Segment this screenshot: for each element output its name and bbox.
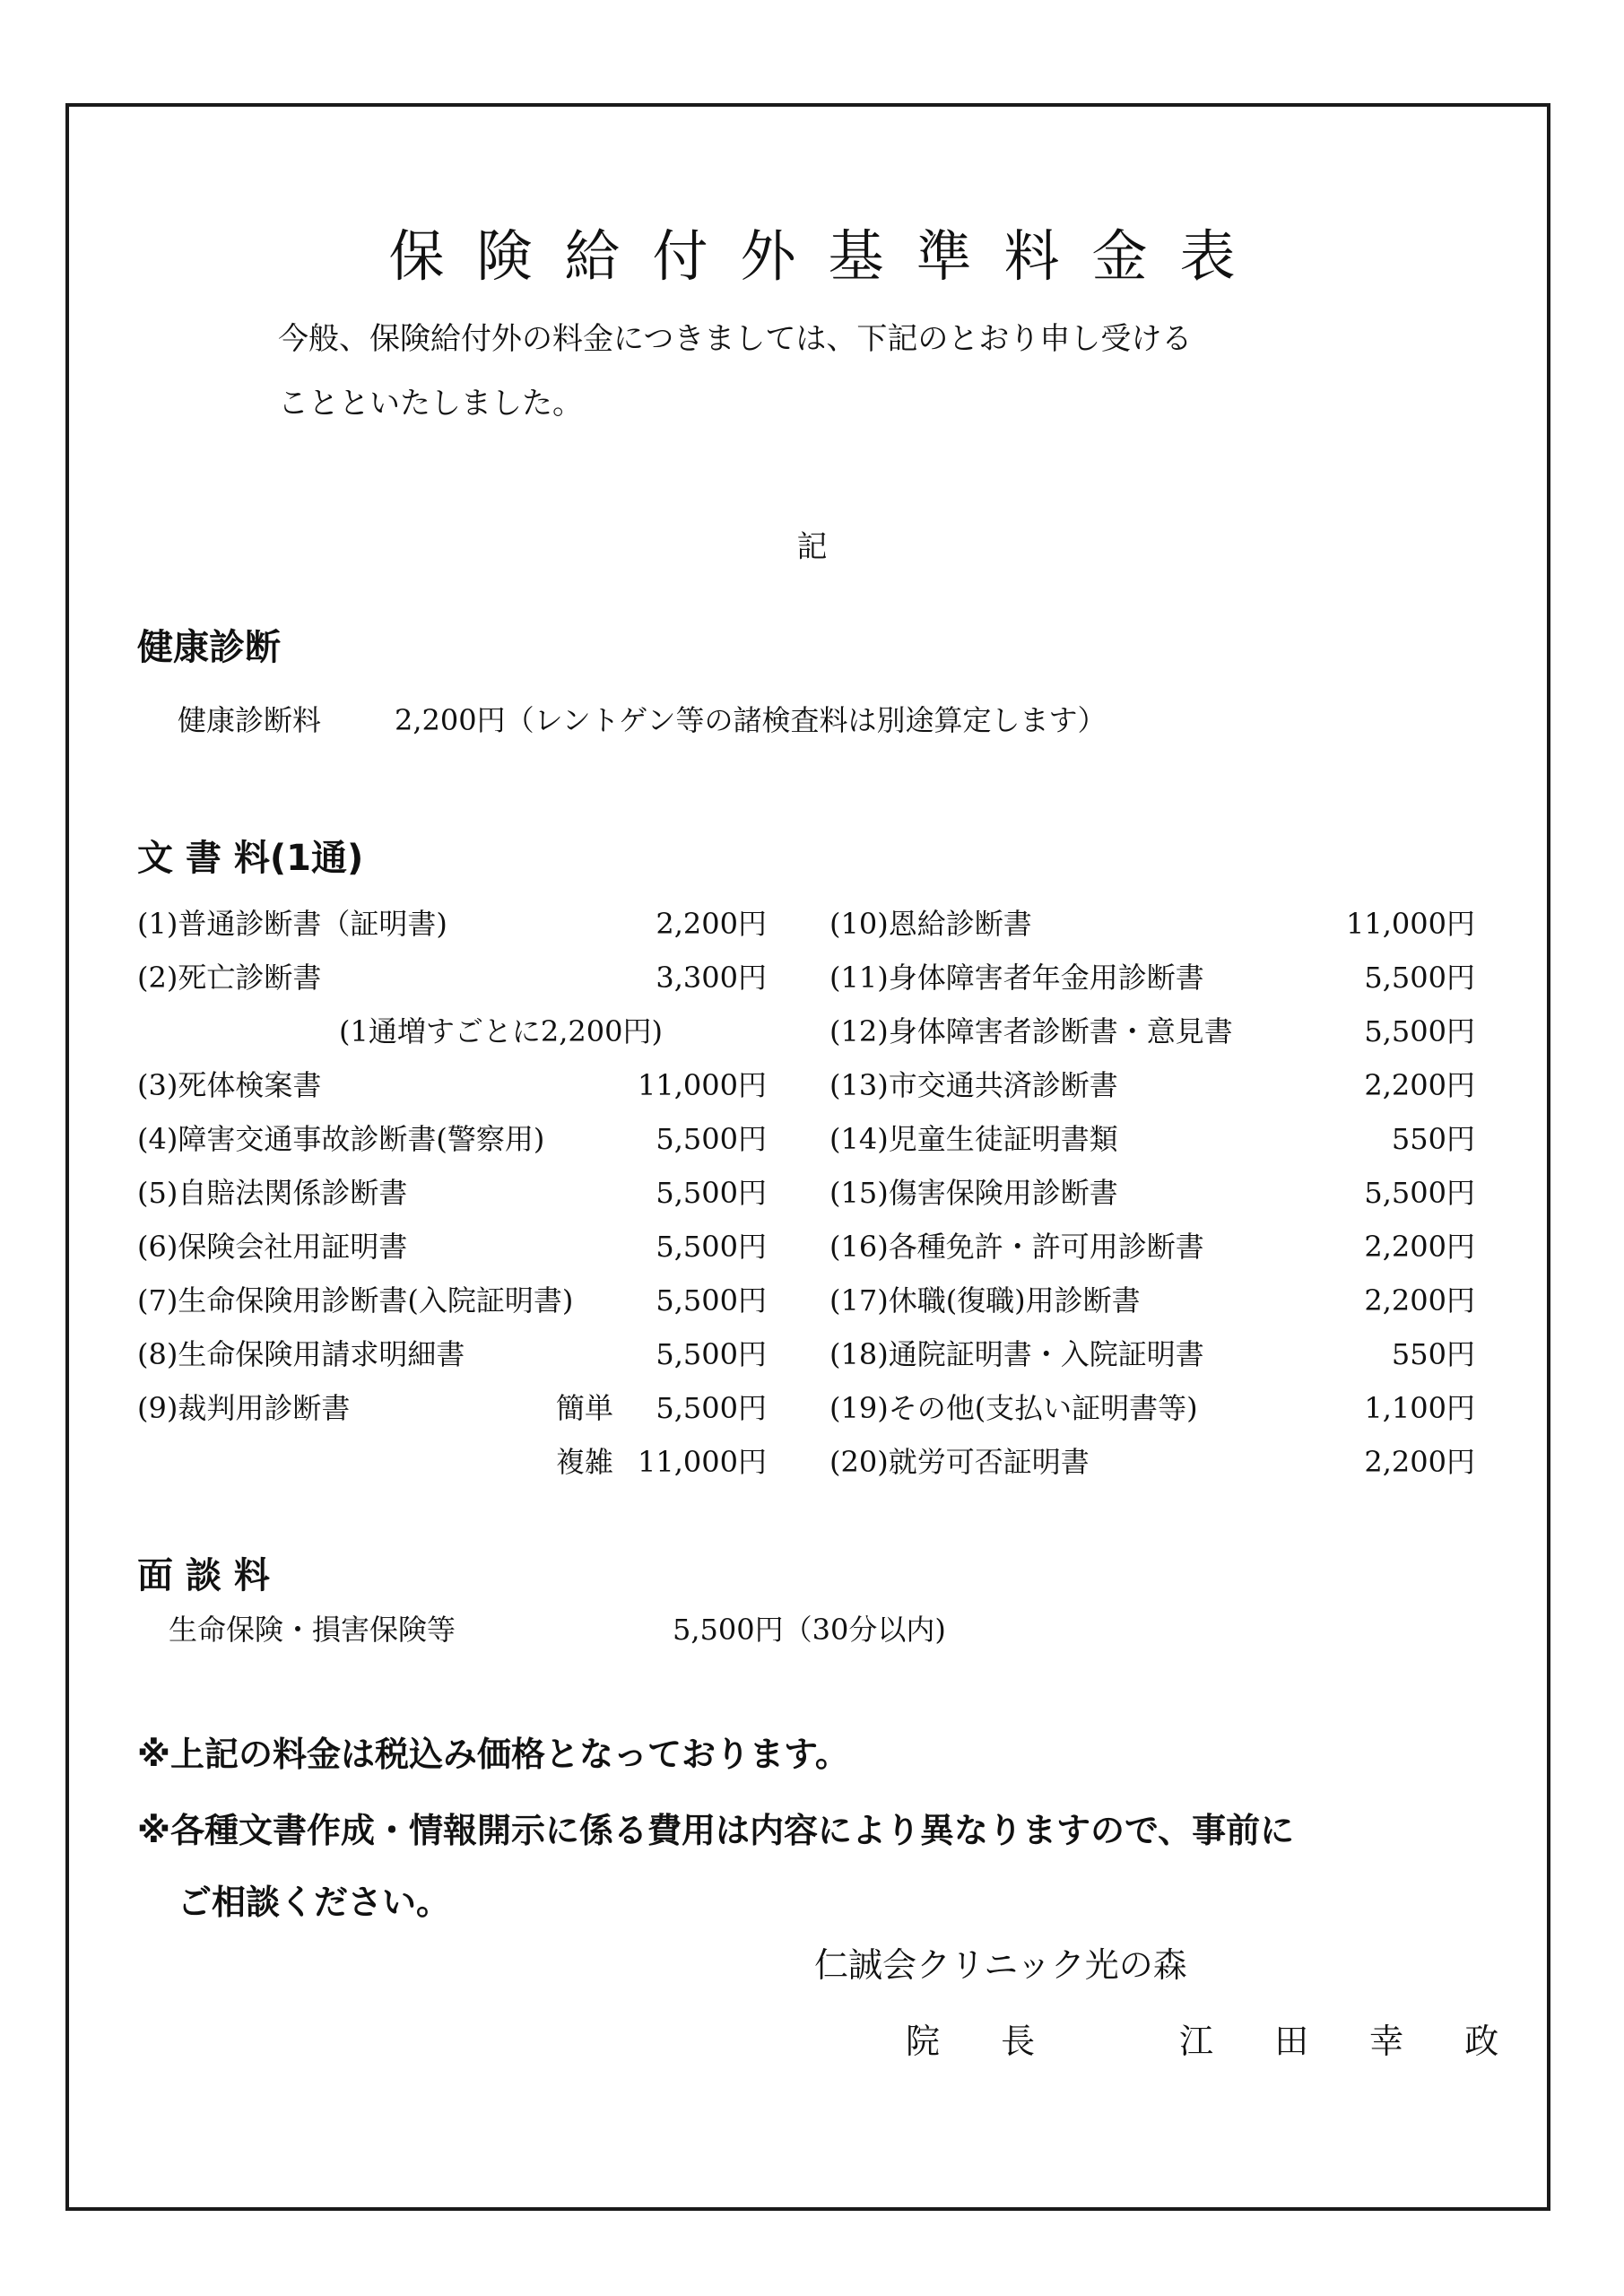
document-right-label: (16)各種免許・許可用診断書	[829, 1230, 1204, 1264]
document-left-price: 2,200円	[656, 907, 767, 941]
intro-line-1: 今般、保険給付外の料金につきましては、下記のとおり申し受ける	[278, 321, 1193, 357]
document-right-price: 550円	[1391, 1337, 1475, 1371]
document-left-price: 5,500円	[656, 1337, 767, 1371]
checkup-price: 2,200円（レントゲン等の諸検査料は別途算定します）	[395, 703, 1107, 737]
document-left-price: 5,500円	[656, 1176, 767, 1210]
document-right-price: 5,500円	[1364, 1176, 1475, 1210]
document-left-price: 11,000円	[638, 1068, 767, 1102]
document-right-label: (11)身体障害者年金用診断書	[829, 961, 1204, 995]
document-left-note: (1通増すごとに2,200円)	[339, 1014, 663, 1048]
document-left-price: 5,500円	[656, 1283, 767, 1318]
document-title: 保険給付外基準料金表	[388, 223, 1268, 289]
document-right-price: 2,200円	[1364, 1283, 1475, 1318]
document-left-label: (8)生命保険用請求明細書	[137, 1337, 465, 1371]
document-left-label: (1)普通診断書（証明書)	[137, 907, 447, 941]
director-title: 院 長	[906, 2022, 1061, 2061]
document-right-label: (15)傷害保険用診断書	[829, 1176, 1118, 1210]
document-right-price: 550円	[1391, 1122, 1475, 1156]
document-left-label: (4)障害交通事故診断書(警察用)	[137, 1122, 545, 1156]
document-left-variant: 簡単	[556, 1391, 614, 1425]
intro-line-2: ことといたしました。	[278, 386, 583, 422]
document-right-price: 5,500円	[1364, 1014, 1475, 1048]
document-right-price: 5,500円	[1364, 961, 1475, 995]
note-fees-vary-1: ※各種文書作成・情報開示に係る費用は内容により異なりますので、事前に	[137, 1811, 1295, 1850]
document-left-price: 11,000円	[638, 1445, 767, 1479]
document-right-label: (19)その他(支払い証明書等)	[829, 1391, 1198, 1425]
interview-heading: 面 談 料	[137, 1555, 270, 1596]
document-left-variant: 複雑	[556, 1445, 614, 1479]
checkup-heading: 健康診断	[137, 627, 281, 668]
document-left-label: (2)死亡診断書	[137, 961, 322, 995]
document-right-label: (10)恩給診断書	[829, 907, 1032, 941]
documents-heading: 文 書 料(1通)	[137, 838, 364, 879]
document-left-label: (7)生命保険用診断書(入院証明書)	[137, 1283, 574, 1318]
clinic-name: 仁誠会クリニック光の森	[814, 1945, 1187, 1985]
note-tax-included: ※上記の料金は税込み価格となっております。	[137, 1735, 849, 1774]
document-right-label: (20)就労可否証明書	[829, 1445, 1090, 1479]
document-right-price: 1,100円	[1364, 1391, 1475, 1425]
document-right-price: 2,200円	[1364, 1068, 1475, 1102]
document-right-label: (14)児童生徒証明書類	[829, 1122, 1118, 1156]
document-right-label: (12)身体障害者診断書・意見書	[829, 1014, 1233, 1048]
document-right-label: (17)休職(復職)用診断書	[829, 1283, 1141, 1318]
document-left-price: 5,500円	[656, 1391, 767, 1425]
document-left-price: 3,300円	[656, 961, 767, 995]
document-left-label: (3)死体検案書	[137, 1068, 322, 1102]
director-name: 江 田 幸 政	[1179, 2022, 1524, 2061]
document-right-price: 11,000円	[1346, 907, 1475, 941]
document-right-label: (13)市交通共済診断書	[829, 1068, 1118, 1102]
note-fees-vary-2: ご相談ください。	[178, 1883, 451, 1922]
document-left-price: 5,500円	[656, 1230, 767, 1264]
checkup-label: 健康診断料	[178, 703, 322, 737]
document-left-label: (5)自賠法関係診断書	[137, 1176, 408, 1210]
document-left-label: (9)裁判用診断書	[137, 1391, 351, 1425]
document-left-price: 5,500円	[656, 1122, 767, 1156]
document-left-label: (6)保険会社用証明書	[137, 1230, 408, 1264]
interview-label: 生命保険・損害保険等	[169, 1613, 456, 1647]
ki-marker: 記	[796, 529, 828, 565]
interview-price: 5,500円（30分以内)	[673, 1613, 946, 1647]
document-right-price: 2,200円	[1364, 1230, 1475, 1264]
document-right-label: (18)通院証明書・入院証明書	[829, 1337, 1204, 1371]
document-right-price: 2,200円	[1364, 1445, 1475, 1479]
